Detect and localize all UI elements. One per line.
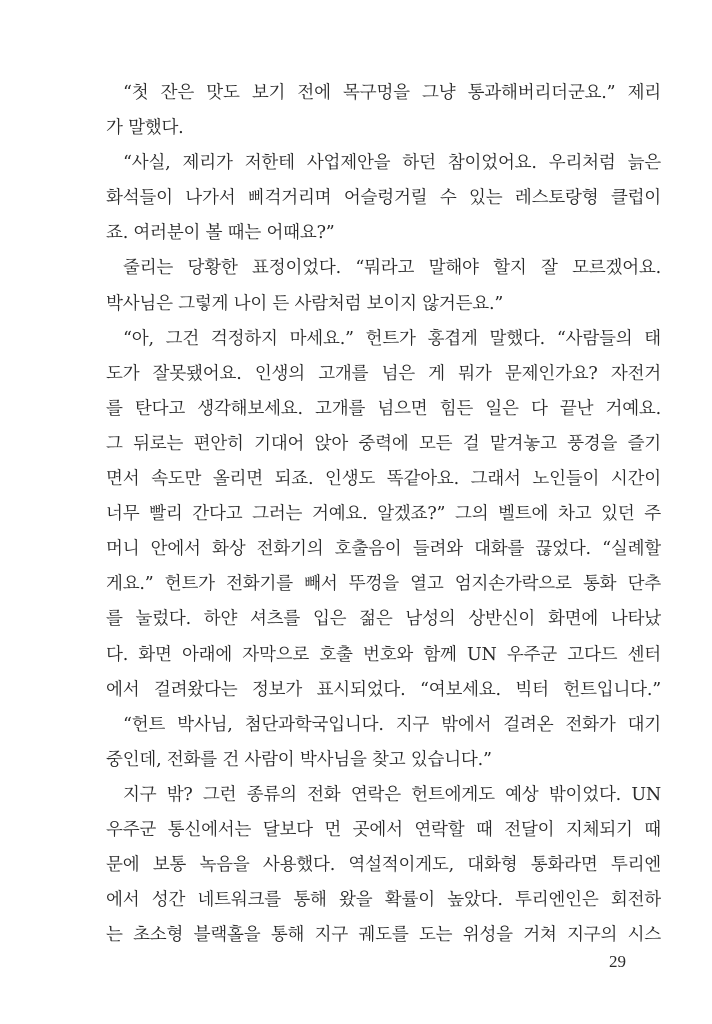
text-line: 게요.” 헌트가 전화기를 빼서 뚜껑을 열고 엄지손가락으로 통화 단추 (106, 574, 661, 595)
text-line: 가 말했다. (106, 118, 184, 139)
text-line: “사실, 제리가 저한테 사업제안을 하던 참이었어요. 우리처럼 늙은 (123, 153, 661, 174)
text-line: “헌트 박사님, 첨단과학국입니다. 지구 밖에서 걸려온 전화가 대기 (123, 714, 661, 735)
page-number: 29 (609, 952, 626, 971)
text-line: 죠. 여러분이 볼 때는 어때요?” (106, 223, 335, 244)
text-line: 에서 성간 네트워크를 통해 왔을 확률이 높았다. 투리엔인은 회전하 (106, 890, 661, 911)
text-line: 면서 속도만 올리면 되죠. 인생도 똑같아요. 그래서 노인들이 시간이 (106, 469, 661, 490)
text-line: 머니 안에서 화상 전화기의 호출음이 들려와 대화를 끊었다. “실례할 (106, 539, 661, 560)
text-line: 다. 화면 아래에 자막으로 호출 번호와 함께 UN 우주군 고다드 센터 (106, 644, 661, 665)
text-line: 박사님은 그렇게 나이 든 사람처럼 보이지 않거든요.” (106, 293, 504, 314)
body-text (106, 76, 661, 953)
text-line: 우주군 통신에서는 달보다 먼 곳에서 연락할 때 전달이 지체되기 때 (106, 819, 661, 840)
text-line: 문에 보통 녹음을 사용했다. 역설적이게도, 대화형 통화라면 투리엔 (106, 855, 661, 876)
text-line: 도가 잘못됐어요. 인생의 고개를 넘은 게 뭐가 문제인가요? 자전거 (106, 363, 661, 384)
text-line: 중인데, 전화를 건 사람이 박사님을 찾고 있습니다.” (106, 749, 492, 770)
text-line: 그 뒤로는 편안히 기대어 앉아 중력에 모든 걸 맡겨놓고 풍경을 즐기 (106, 433, 661, 454)
text-line: 를 눌렀다. 하얀 셔츠를 입은 젊은 남성의 상반신이 화면에 나타났 (106, 609, 661, 630)
text-line: 화석들이 나가서 삐걱거리며 어슬렁거릴 수 있는 레스토랑형 클럽이 (106, 188, 661, 209)
text-line: 를 탄다고 생각해보세요. 고개를 넘으면 힘든 일은 다 끝난 거예요. (106, 398, 661, 419)
text-line: 지구 밖? 그런 종류의 전화 연락은 헌트에게도 예상 밖이었다. UN (123, 784, 661, 805)
text-line: “아, 그건 걱정하지 마세요.” 헌트가 홍겹게 말했다. “사람들의 태 (123, 328, 661, 349)
text-line: 에서 걸려왔다는 정보가 표시되었다. “여보세요. 빅터 헌트입니다.” (106, 679, 661, 700)
text-line: 줄리는 당황한 표정이었다. “뭐라고 말해야 할지 잘 모르겠어요. (123, 258, 661, 279)
text-line: 는 초소형 블랙홀을 통해 지구 궤도를 도는 위성을 거쳐 지구의 시스 (106, 925, 661, 946)
text-line: 너무 빨리 간다고 그러는 거예요. 알겠죠?” 그의 벨트에 차고 있던 주 (106, 504, 661, 525)
text-line: “첫 잔은 맛도 보기 전에 목구멍을 그냥 통과해버리더군요.” 제리 (123, 83, 661, 103)
